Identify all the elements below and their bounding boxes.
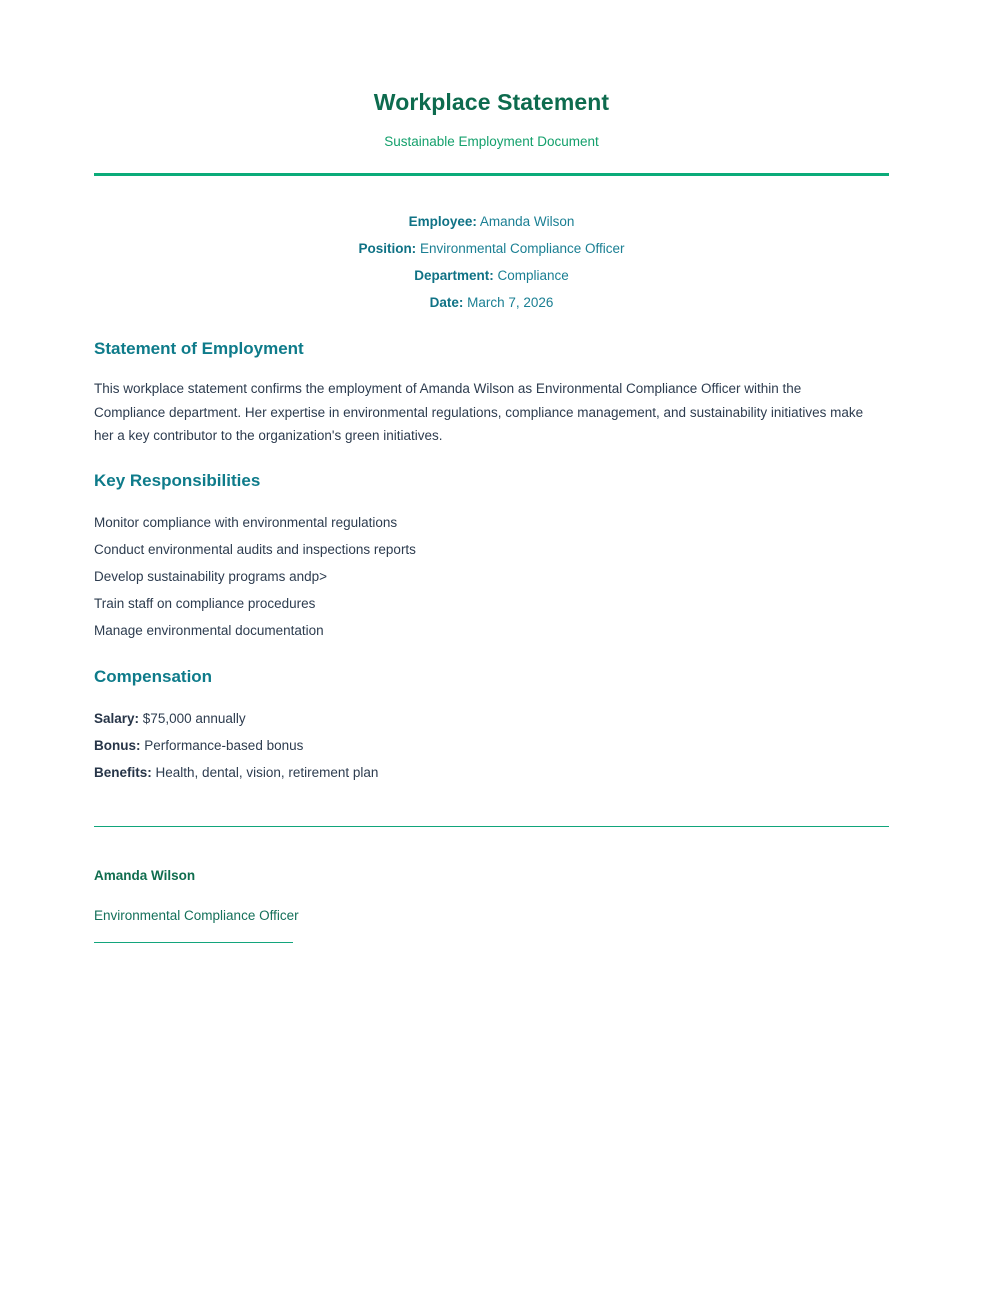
list-item (94, 732, 889, 759)
meta-value-position: Environmental Compliance Officer (419, 241, 625, 257)
section-statement-of-employment (94, 316, 889, 448)
section-heading-compensation: Compensation (94, 666, 213, 686)
meta-row-date (94, 289, 889, 316)
list-item (94, 705, 889, 732)
meta-label-position: Position: (358, 241, 417, 257)
list-item: Monitor compliance with environmental regulations (94, 514, 398, 530)
section-key-responsibilities (94, 448, 889, 644)
meta-row-position (94, 235, 889, 262)
signature-block (94, 827, 889, 943)
compensation-value-benefits: Health, dental, vision, retirement plan (155, 765, 379, 781)
compensation-label-salary: Salary: (94, 711, 140, 727)
compensation-value-salary: $75,000 annually (142, 711, 246, 727)
statement-paragraph: This workplace statement confirms the employment of Amanda Wilson as Environmental Compliance Officer within the Compliance department. Her expertise in environmental regulations, compliance management, and sustainability initiatives make her a key contributor to the organization's green initiatives. (94, 381, 864, 444)
compensation-label-benefits: Benefits: (94, 765, 152, 781)
list-item: Conduct environmental audits and inspections reports (94, 541, 416, 557)
document-header (94, 0, 889, 150)
meta-label-department: Department: (414, 268, 494, 284)
meta-row-employee (94, 208, 889, 235)
employee-meta-block (94, 176, 889, 316)
signature-line (94, 942, 293, 943)
compensation-label-bonus: Bonus: (94, 738, 141, 754)
list-item: Train staff on compliance procedures (94, 595, 316, 611)
meta-value-employee: Amanda Wilson (479, 214, 575, 230)
compensation-value-bonus: Performance-based bonus (144, 738, 304, 754)
meta-value-date: March 7, 2026 (467, 295, 554, 311)
meta-row-department (94, 262, 889, 289)
section-heading-statement: Statement of Employment (94, 339, 304, 359)
page-subtitle: Sustainable Employment Document (384, 133, 599, 149)
meta-label-employee: Employee: (408, 214, 477, 230)
compensation-list (94, 705, 889, 786)
page-title: Workplace Statement (373, 89, 610, 115)
meta-value-department: Compliance (497, 268, 569, 284)
meta-label-date: Date: (429, 295, 464, 311)
list-item: Manage environmental documentation (94, 622, 324, 638)
section-compensation (94, 644, 889, 786)
responsibilities-list (94, 509, 889, 644)
signature-title: Environmental Compliance Officer (94, 907, 299, 923)
section-heading-responsibilities: Key Responsibilities (94, 470, 261, 490)
list-item: Develop sustainability programs andp> (94, 568, 328, 584)
list-item (94, 759, 889, 786)
signature-name: Amanda Wilson (94, 868, 196, 884)
